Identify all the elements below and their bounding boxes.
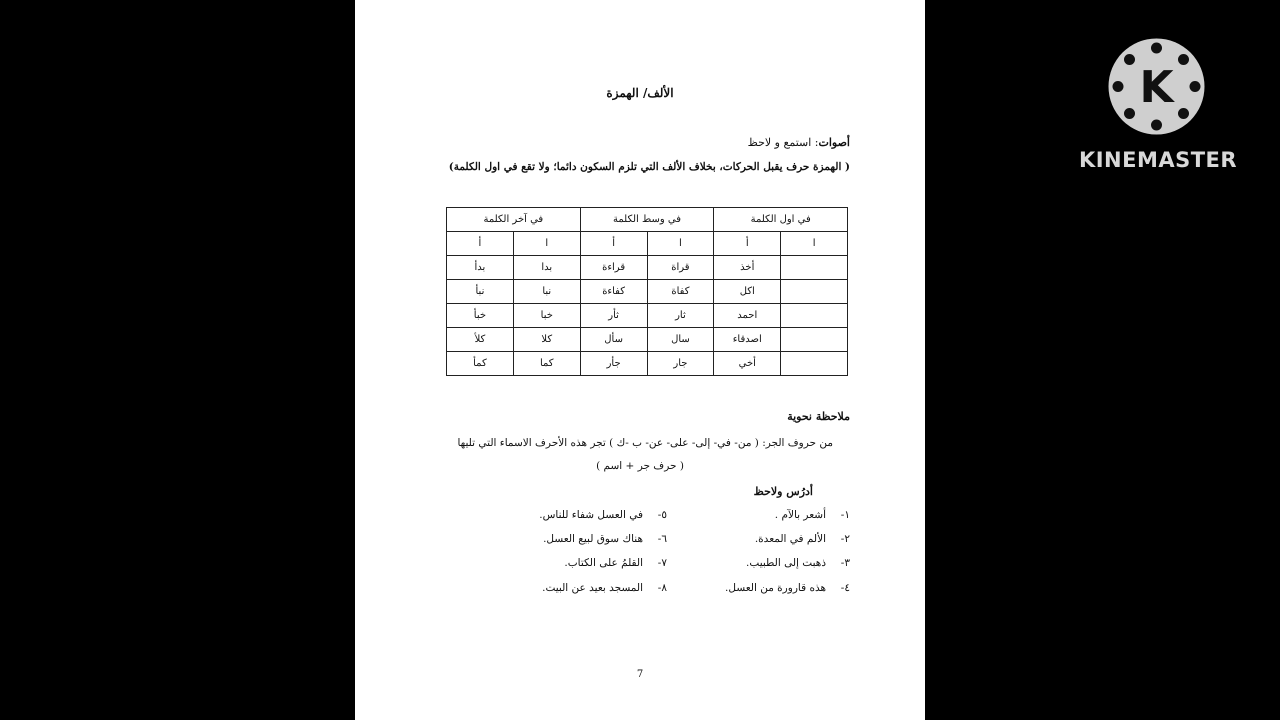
table-row [447, 304, 848, 328]
exercise-text: في العسل شفاء للناس. [539, 509, 643, 521]
table-cell: كلا [513, 328, 580, 352]
table-cell: قراة [647, 256, 714, 280]
exercise-number: ٥- [657, 509, 667, 521]
subheader-cell: أ [447, 232, 514, 256]
exercise-text: هذه قارورة من العسل. [725, 582, 826, 594]
kinemaster-logo-icon [1108, 38, 1205, 135]
table-cell: اكل [714, 280, 781, 304]
table-cell: أخذ [714, 256, 781, 280]
exercise-number: ٢- [840, 533, 850, 545]
table-cell: نبأ [447, 280, 514, 304]
table-cell: نبا [513, 280, 580, 304]
aswat-text: : استمع و لاحظ [747, 136, 819, 149]
exercise-number: ٨- [657, 582, 667, 594]
table-row [447, 256, 848, 280]
exercise-text: المسجد بعيد عن البيت. [542, 582, 643, 594]
table-cell: كما [513, 352, 580, 376]
subheader-cell: أ [714, 232, 781, 256]
exercise-number: ٣- [840, 557, 850, 569]
table-cell: كفاءة [580, 280, 647, 304]
exercise-number: ١- [840, 509, 850, 521]
grammar-note-formula: ( حرف جر + اسم ) [596, 460, 684, 472]
grammar-note-text: من حروف الجر: ( من- في- إلى- على- عن- ب -ك ) تجر هذه الأحرف الاسماء التي تليها [457, 437, 833, 449]
table-cell: سال [647, 328, 714, 352]
aswat-line [748, 136, 850, 149]
exercise-number: ٧- [657, 557, 667, 569]
table-cell: ثار [647, 304, 714, 328]
letters-table [446, 207, 848, 376]
table-subheader-row [447, 232, 848, 256]
table-cell [781, 256, 848, 280]
exercise-number: ٦- [657, 533, 667, 545]
table-row [447, 352, 848, 376]
group-header: في آخر الكلمة [447, 208, 581, 232]
table-cell [781, 304, 848, 328]
aswat-label: أصوات [818, 136, 850, 149]
table-cell: خبأ [447, 304, 514, 328]
exercise-item [746, 557, 850, 569]
exercise-item [775, 509, 850, 521]
exercise-item [539, 509, 667, 521]
table-cell [781, 280, 848, 304]
exercise-text: القلمُ على الكتاب. [564, 557, 643, 569]
exercise-text: الألم في المعدة. [754, 533, 826, 545]
table-row [447, 280, 848, 304]
exercise-item [543, 533, 667, 545]
subheader-cell: أ [580, 232, 647, 256]
kinemaster-wordmark: KINEMASTER [1078, 148, 1238, 172]
table-cell: احمد [714, 304, 781, 328]
subheader-cell: ا [513, 232, 580, 256]
group-header: في اول الكلمة [714, 208, 848, 232]
table-cell: ثأر [580, 304, 647, 328]
exercise-item [564, 557, 667, 569]
subheader-cell: ا [781, 232, 848, 256]
logo-letter: K [1139, 62, 1174, 113]
exercise-text: هناك سوق لبيع العسل. [543, 533, 643, 545]
table-cell: أخي [714, 352, 781, 376]
hamza-rule: ( الهمزة حرف يقبل الحركات، بخلاف الألف التي تلزم السكون دائما؛ ولا تقع في اول الكلمة) [448, 161, 850, 173]
table-cell: قراءة [580, 256, 647, 280]
exercise-text: ذهبت إلى الطبيب. [746, 557, 826, 569]
table-cell: كلأ [447, 328, 514, 352]
table-cell: كفاة [647, 280, 714, 304]
subheader-cell: ا [647, 232, 714, 256]
study-heading: أدرُس ولاحظ [753, 485, 813, 498]
table-cell [781, 328, 848, 352]
table-cell: كمأ [447, 352, 514, 376]
table-row [447, 328, 848, 352]
exercise-item [542, 582, 667, 594]
page-number: 7 [636, 669, 644, 680]
table-cell: بدأ [447, 256, 514, 280]
table-cell: خبا [513, 304, 580, 328]
table-cell: سأل [580, 328, 647, 352]
table-cell: جار [647, 352, 714, 376]
page-title: الألف/ الهمزة [606, 86, 674, 100]
exercise-number: ٤- [840, 582, 850, 594]
group-header: في وسط الكلمة [580, 208, 714, 232]
exercise-item [725, 582, 850, 594]
grammar-note-heading: ملاحظة نحوية [787, 410, 850, 423]
table-cell: بدا [513, 256, 580, 280]
exercise-text: أشعر بالآم . [774, 509, 826, 521]
exercise-item [755, 533, 850, 545]
table-cell: اصدقاء [714, 328, 781, 352]
table-cell: جأر [580, 352, 647, 376]
table-cell [781, 352, 848, 376]
document-page [355, 0, 925, 720]
table-header-row [447, 208, 848, 232]
